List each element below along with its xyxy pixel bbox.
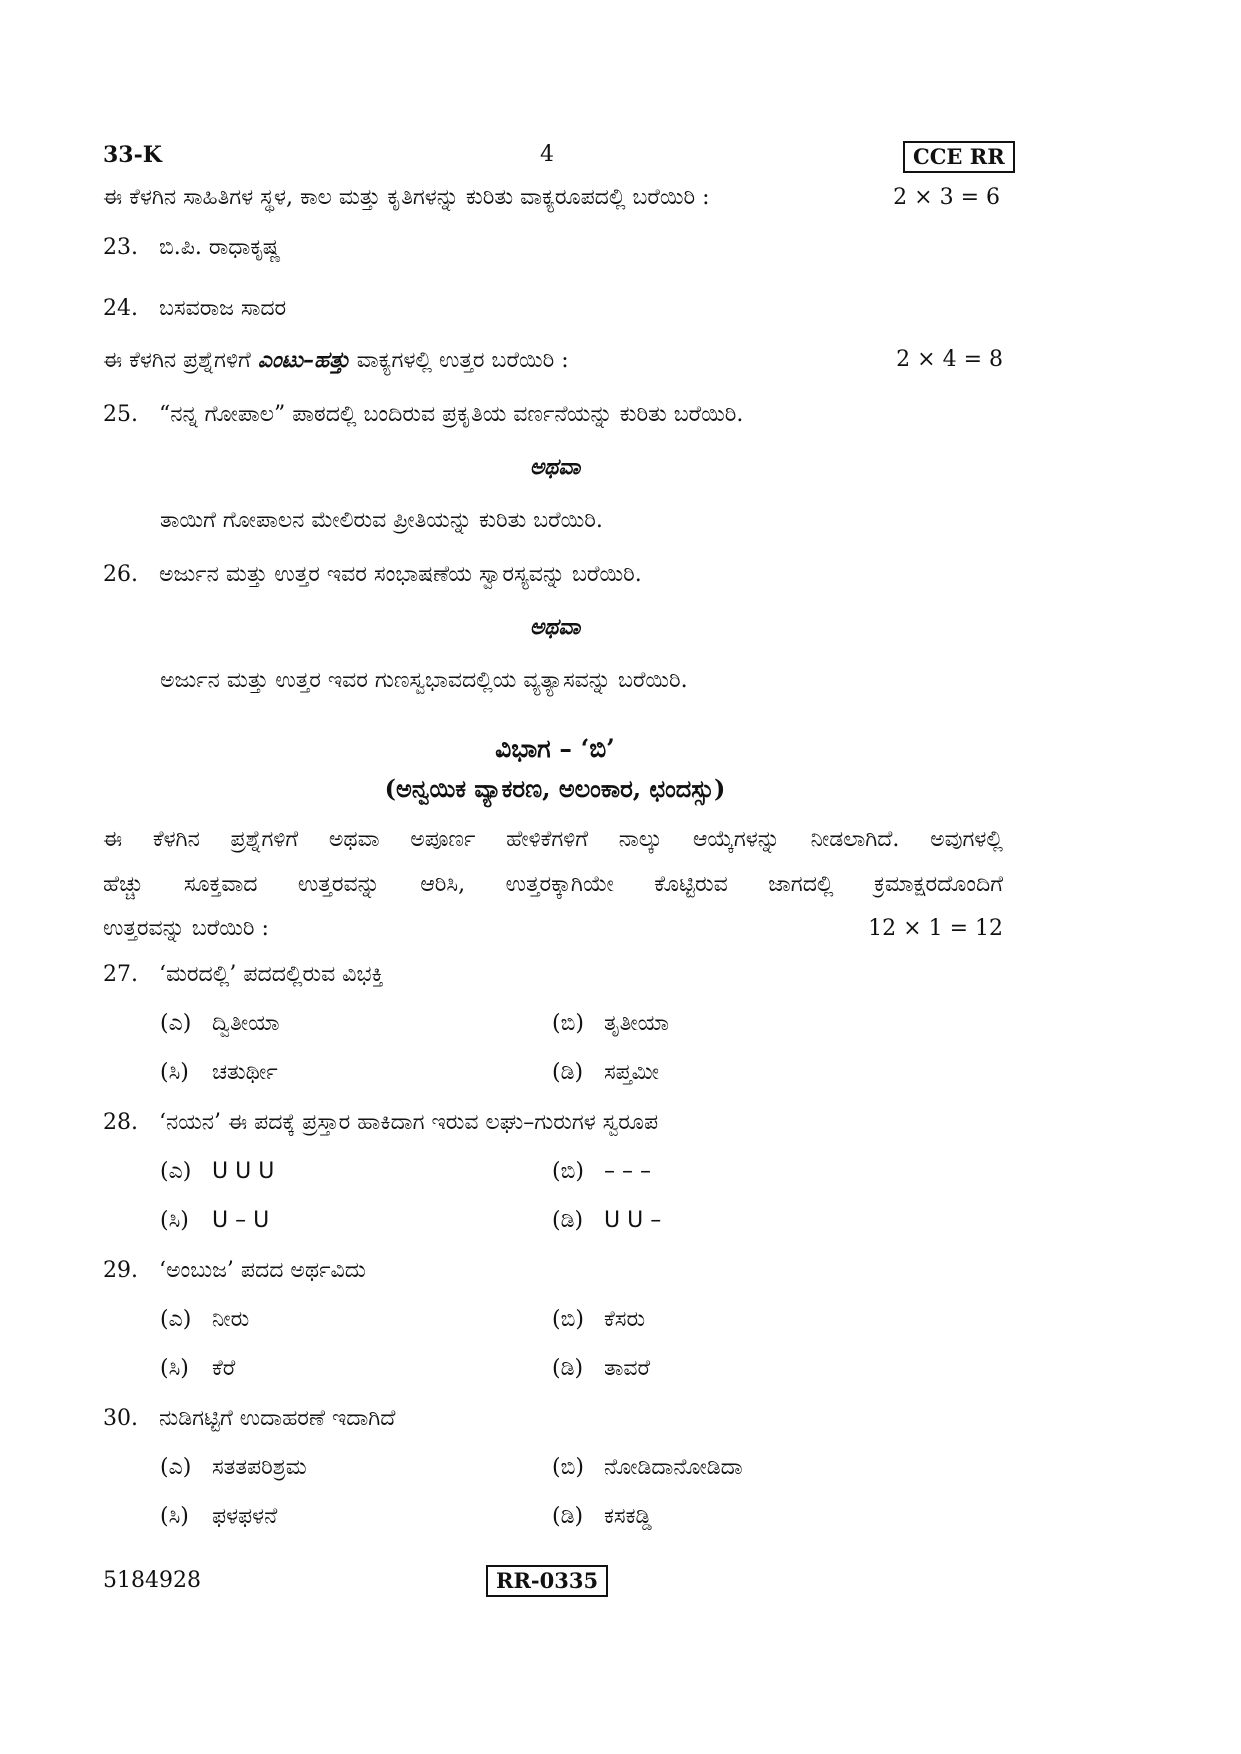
option-d	[552, 1354, 650, 1384]
option-text: ತಾವರೆ	[604, 1356, 651, 1381]
instruction-mcq-line-2: ಹೆಚ್ಚು ಸೂಕ್ತವಾದ ಉತ್ತರವನ್ನು ಆರಿಸಿ, ಉತ್ತರಕ್ಕಾಗಿಯೇ ಕೊಟ್ಟಿರುವ ಜಾಗದಲ್ಲಿ ಕ್ರಮಾಕ್ಷರದೊಂದಿಗೆ	[103, 872, 1003, 897]
question-text: ಅರ್ಜುನ ಮತ್ತು ಉತ್ತರ ಇವರ ಸಂಭಾಷಣೆಯ ಸ್ವಾರಸ್ಯವನ್ನು ಬರೆಯಿರಿ.	[159, 562, 642, 587]
instruction-text: ವಾಕ್ಯಗಳಲ್ಲಿ ಉತ್ತರ ಬರೆಯಿರಿ :	[349, 348, 569, 373]
option-d	[552, 1206, 661, 1236]
question-30	[103, 1404, 395, 1434]
serial-number: 5184928	[103, 1568, 201, 1593]
question-29	[103, 1256, 366, 1286]
question-26-alternative: ಅರ್ಜುನ ಮತ್ತು ಉತ್ತರ ಇವರ ಗುಣಸ್ವಭಾವದಲ್ಲಿಯ ವ್ಯತ್ಯಾಸವನ್ನು ಬರೆಯಿರಿ.	[160, 668, 688, 693]
option-label: (ಎ)	[160, 1307, 192, 1332]
question-number: 29.	[103, 1258, 138, 1283]
question-number: 23.	[103, 235, 138, 260]
option-text: ಸತತಪರಿಶ್ರಮ	[212, 1455, 307, 1480]
question-23	[103, 233, 281, 263]
marks-mcq: 12 × 1 = 12	[868, 916, 1003, 941]
question-number: 27.	[103, 962, 138, 987]
option-label: (ಬಿ)	[552, 1455, 584, 1480]
option-text: ಕೆಸರು	[604, 1307, 646, 1332]
option-text: ದ್ವಿತೀಯಾ	[212, 1011, 280, 1036]
instruction-long	[103, 345, 569, 376]
section-b-subtitle: (ಅನ್ವಯಿಕ ವ್ಯಾಕರಣ, ಅಲಂಕಾರ, ಛಂದಸ್ಸು)	[384, 774, 726, 803]
question-text: ‘ಮರದಲ್ಲಿ’ ಪದದಲ್ಲಿರುವ ವಿಭಕ್ತಿ	[159, 962, 384, 987]
option-c	[160, 1502, 277, 1532]
question-26	[103, 560, 642, 590]
option-text: ಕಸಕಡ್ಡಿ	[604, 1504, 652, 1529]
option-c	[160, 1206, 269, 1236]
footer-code-badge: RR-0335	[486, 1565, 608, 1597]
question-text: ಬಿ.ಪಿ. ರಾಧಾಕೃಷ್ಣ	[159, 235, 281, 260]
option-label: (ಬಿ)	[552, 1011, 584, 1036]
option-text: U U U	[212, 1159, 275, 1184]
marks-poets: 2 × 3 = 6	[893, 185, 1000, 210]
option-text: – – –	[604, 1159, 651, 1184]
question-25-alternative: ತಾಯಿಗೆ ಗೋಪಾಲನ ಮೇಲಿರುವ ಪ್ರೀತಿಯನ್ನು ಕುರಿತು ಬರೆಯಿರಿ.	[160, 508, 603, 533]
option-text: ನೀರು	[212, 1307, 250, 1332]
option-d	[552, 1502, 652, 1532]
series-badge: CCE RR	[903, 141, 1015, 173]
option-label: (ಡಿ)	[552, 1060, 584, 1085]
instruction-emphasis: ಎಂಟು–ಹತ್ತು	[257, 347, 350, 373]
option-a	[160, 1305, 249, 1335]
option-label: (ಎ)	[160, 1011, 192, 1036]
question-text: “ನನ್ನ ಗೋಪಾಲ” ಪಾಠದಲ್ಲಿ ಬಂದಿರುವ ಪ್ರಕೃತಿಯ ವರ್ಣನೆಯನ್ನು ಕುರಿತು ಬರೆಯಿರಿ.	[159, 402, 744, 427]
instruction-poets: ಈ ಕೆಳಗಿನ ಸಾಹಿತಿಗಳ ಸ್ಥಳ, ಕಾಲ ಮತ್ತು ಕೃತಿಗಳನ್ನು ಕುರಿತು ವಾಕ್ಯರೂಪದಲ್ಲಿ ಬರೆಯಿರಿ :	[103, 185, 710, 210]
option-label: (ಡಿ)	[552, 1504, 584, 1529]
option-a	[160, 1157, 274, 1187]
option-b	[552, 1157, 651, 1187]
instruction-mcq-line-3: ಉತ್ತರವನ್ನು ಬರೆಯಿರಿ :	[103, 916, 269, 941]
option-text: ಸಪ್ತಮೀ	[604, 1060, 660, 1085]
section-b-title: ವಿಭಾಗ – ‘ಬಿ’	[495, 734, 615, 763]
option-label: (ಎ)	[160, 1455, 192, 1480]
question-text: ‘ನಯನ’ ಈ ಪದಕ್ಕೆ ಪ್ರಸ್ತಾರ ಹಾಕಿದಾಗ ಇರುವ ಲಘು–ಗುರುಗಳ ಸ್ವರೂಪ	[159, 1110, 659, 1135]
or-label: ಅಥವಾ	[529, 614, 581, 640]
or-label: ಅಥವಾ	[529, 454, 581, 480]
option-text: U – U	[212, 1208, 270, 1233]
option-label: (ಡಿ)	[552, 1208, 584, 1233]
page-number: 4	[540, 142, 554, 167]
option-a	[160, 1009, 279, 1039]
option-label: (ಎ)	[160, 1159, 192, 1184]
marks-long: 2 × 4 = 8	[896, 347, 1003, 372]
option-text: ಚತುರ್ಥೀ	[212, 1060, 278, 1085]
question-27	[103, 960, 384, 990]
instruction-mcq-line-1: ಈ ಕೆಳಗಿನ ಪ್ರಶ್ನೆಗಳಿಗೆ ಅಥವಾ ಅಪೂರ್ಣ ಹೇಳಿಕೆಗಳಿಗೆ ನಾಲ್ಕು ಆಯ್ಕೆಗಳನ್ನು ನೀಡಲಾಗಿದೆ. ಅವುಗಳಲ್ಲಿ	[103, 827, 1003, 852]
option-text: U U –	[604, 1208, 662, 1233]
question-text: ಬಸವರಾಜ ಸಾದರ	[159, 296, 287, 321]
option-b	[552, 1453, 743, 1483]
question-number: 26.	[103, 562, 138, 587]
question-number: 24.	[103, 296, 138, 321]
question-text: ನುಡಿಗಟ್ಟಿಗೆ ಉದಾಹರಣೆ ಇದಾಗಿದೆ	[159, 1406, 396, 1431]
question-number: 30.	[103, 1406, 138, 1431]
option-b	[552, 1305, 645, 1335]
option-text: ತೃತೀಯಾ	[604, 1011, 669, 1036]
paper-code: 33-K	[103, 142, 162, 168]
option-a	[160, 1453, 307, 1483]
option-b	[552, 1009, 669, 1039]
option-label: (ಸಿ)	[160, 1356, 189, 1381]
option-label: (ಬಿ)	[552, 1307, 584, 1332]
question-number: 25.	[103, 402, 138, 427]
question-text: ‘ಅಂಬುಜ’ ಪದದ ಅರ್ಥವಿದು	[159, 1258, 366, 1283]
option-d	[552, 1058, 659, 1088]
question-24	[103, 294, 286, 324]
option-label: (ಡಿ)	[552, 1356, 584, 1381]
question-25	[103, 400, 743, 430]
option-c	[160, 1354, 235, 1384]
question-number: 28.	[103, 1110, 138, 1135]
option-label: (ಸಿ)	[160, 1208, 189, 1233]
option-text: ನೋಡಿದಾನೋಡಿದಾ	[604, 1455, 743, 1480]
option-c	[160, 1058, 278, 1088]
question-28	[103, 1108, 658, 1138]
option-label: (ಸಿ)	[160, 1504, 189, 1529]
instruction-text: ಈ ಕೆಳಗಿನ ಪ್ರಶ್ನೆಗಳಿಗೆ	[103, 348, 258, 373]
option-text: ಫಳಫಳನೆ	[212, 1504, 278, 1529]
option-text: ಕೆರೆ	[212, 1356, 236, 1381]
option-label: (ಸಿ)	[160, 1060, 189, 1085]
option-label: (ಬಿ)	[552, 1159, 584, 1184]
